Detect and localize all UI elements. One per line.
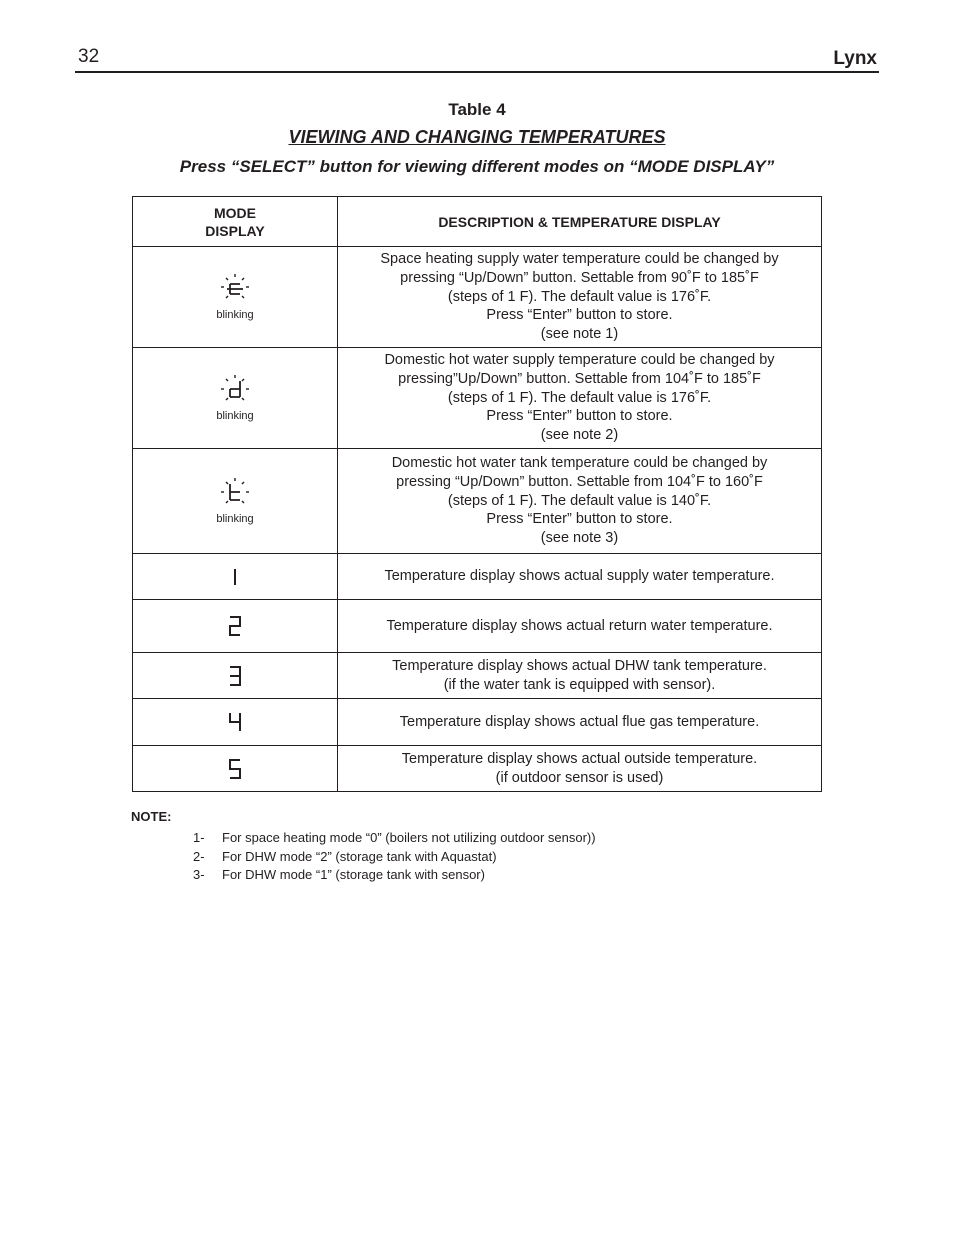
description-line: (see note 3) xyxy=(540,530,619,547)
blinking-label: blinking xyxy=(216,309,254,321)
digit-2-display-icon xyxy=(227,615,243,637)
blinking-label: blinking xyxy=(216,410,254,422)
table-row xyxy=(133,746,822,792)
table-row xyxy=(133,449,822,554)
description-cell xyxy=(338,600,822,653)
description-line: pressing”Up/Down” button. Settable from 104˚F to 185˚F xyxy=(398,370,761,387)
description-line: Temperature display shows actual outside temperature. xyxy=(401,750,758,767)
description-line: Temperature display shows actual flue gas temperature. xyxy=(399,713,760,730)
blinking-c-display-icon xyxy=(220,273,250,303)
note-item xyxy=(193,866,596,885)
description-line: (steps of 1 F). The default value is 140˚F. xyxy=(447,492,712,509)
description-cell xyxy=(338,348,822,449)
mode-cell xyxy=(133,600,338,653)
description-line: (steps of 1 F). The default value is 176˚F. xyxy=(447,288,712,305)
description-line: (if the water tank is equipped with sensor). xyxy=(443,676,716,693)
description-line: (if outdoor sensor is used) xyxy=(495,769,664,786)
table-row xyxy=(133,348,822,449)
table-row xyxy=(133,247,822,348)
description-line: (see note 2) xyxy=(540,427,619,444)
description-header: DESCRIPTION & TEMPERATURE DISPLAY xyxy=(338,197,822,247)
description-cell xyxy=(338,449,822,554)
table-row xyxy=(133,600,822,653)
digit-3-display-icon xyxy=(227,665,243,687)
note-text: For DHW mode “1” (storage tank with sensor) xyxy=(222,867,485,882)
digit-5-display-icon xyxy=(227,758,243,780)
description-cell xyxy=(338,554,822,600)
description-line: Temperature display shows actual supply water temperature. xyxy=(384,568,775,585)
description-line: (steps of 1 F). The default value is 176˚F. xyxy=(447,389,712,406)
blinking-label: blinking xyxy=(216,513,254,525)
notes-list xyxy=(193,829,596,885)
description-line: Space heating supply water temperature could be changed by xyxy=(380,251,779,267)
note-text: For space heating mode “0” (boilers not utilizing outdoor sensor)) xyxy=(222,830,596,845)
mode-table xyxy=(132,196,822,792)
description-line: pressing “Up/Down” button. Settable from 104˚F to 160˚F xyxy=(396,473,763,490)
mode-cell xyxy=(133,699,338,746)
mode-cell xyxy=(133,746,338,792)
mode-cell xyxy=(133,247,338,348)
table-label: Table 4 xyxy=(448,100,506,119)
blinking-t-display-icon xyxy=(220,477,250,507)
description-cell xyxy=(338,653,822,699)
description-line: Press “Enter” button to store. xyxy=(486,511,673,528)
description-line: Temperature display shows actual DHW tank temperature. xyxy=(392,657,767,674)
notes-title: NOTE: xyxy=(131,809,172,824)
note-number: 2- xyxy=(193,848,205,864)
brand-name: Lynx xyxy=(833,48,877,69)
note-number: 1- xyxy=(193,830,205,845)
description-cell xyxy=(338,746,822,792)
mode-display-header xyxy=(133,197,338,247)
table-header-row xyxy=(133,197,822,247)
note-number: 3- xyxy=(193,867,205,882)
description-line: Press “Enter” button to store. xyxy=(486,408,673,425)
digit-4-display-icon xyxy=(227,711,243,733)
description-line: Press “Enter” button to store. xyxy=(486,307,673,324)
digit-1-display-icon xyxy=(227,567,243,587)
mode-header-line1: MODE xyxy=(214,204,256,221)
mode-cell xyxy=(133,653,338,699)
note-item xyxy=(193,829,596,848)
note-item xyxy=(193,848,596,867)
header-rule xyxy=(75,71,879,73)
description-cell xyxy=(338,247,822,348)
description-line: Domestic hot water tank temperature could be changed by xyxy=(391,455,768,471)
description-cell xyxy=(338,699,822,746)
description-line: pressing “Up/Down” button. Settable from 90˚F to 185˚F xyxy=(400,269,759,286)
mode-cell xyxy=(133,449,338,554)
description-line: Domestic hot water supply temperature could be changed by xyxy=(384,352,775,368)
description-line: (see note 1) xyxy=(540,326,619,343)
mode-cell xyxy=(133,348,338,449)
mode-cell xyxy=(133,554,338,600)
table-row xyxy=(133,554,822,600)
blinking-d-display-icon xyxy=(220,374,250,404)
page-number: 32 xyxy=(78,46,100,67)
table-title: VIEWING AND CHANGING TEMPERATURES xyxy=(288,127,666,147)
note-text: For DHW mode “2” (storage tank with Aquastat) xyxy=(222,848,497,864)
mode-header-line2: DISPLAY xyxy=(205,222,265,239)
table-row xyxy=(133,699,822,746)
table-subtitle: Press “SELECT” button for viewing different modes on “MODE DISPLAY” xyxy=(179,157,775,176)
table-row xyxy=(133,653,822,699)
description-line: Temperature display shows actual return water temperature. xyxy=(386,617,773,634)
